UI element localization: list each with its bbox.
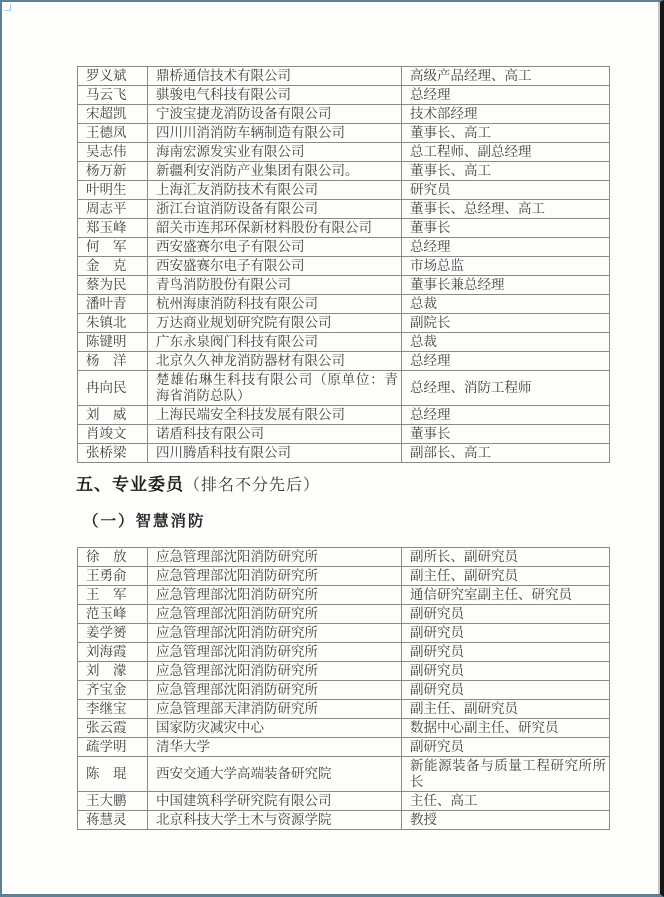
job-title-cell: 副研究员 [402,681,610,700]
job-title-cell: 总经理、消防工程师 [402,371,610,406]
table-row [78,811,610,830]
organization-cell: 广东永泉阀门科技有限公司 [148,333,402,352]
job-title-cell: 新能源装备与质量工程研究所所长 [402,757,610,792]
member-name-cell: 杨 洋 [78,352,148,371]
job-title-cell: 总裁 [402,295,610,314]
member-name-cell: 肖竣文 [78,425,148,444]
organization-cell: 海南宏源发实业有限公司 [148,143,402,162]
section-heading-note: （排名不分先后） [184,477,321,494]
table-row [78,352,610,371]
section-heading [76,473,320,498]
organization-cell: 四川腾盾科技有限公司 [148,444,402,463]
member-name-cell: 潘叶青 [78,295,148,314]
organization-cell: 应急管理部沈阳消防研究所 [148,567,402,586]
organization-cell: 骐骏电气科技有限公司 [148,86,402,105]
job-title-cell: 董事长、总经理、高工 [402,200,610,219]
member-name-cell: 张云霞 [78,719,148,738]
job-title-cell: 总经理 [402,406,610,425]
organization-cell: 宁波宝捷龙消防设备有限公司 [148,105,402,124]
member-name-cell: 王 军 [78,586,148,605]
organization-cell: 应急管理部沈阳消防研究所 [148,643,402,662]
member-name-cell: 姜学赟 [78,624,148,643]
table-row [78,643,610,662]
member-name-cell: 陈 琨 [78,757,148,792]
table-row [78,333,610,352]
organization-cell: 西安盛赛尔电子有限公司 [148,257,402,276]
table-row [78,738,610,757]
table-row [78,586,610,605]
organization-cell: 韶关市连邦环保新材料股份有限公司 [148,219,402,238]
table-row [78,162,610,181]
table-row [78,792,610,811]
member-name-cell: 徐 放 [78,548,148,567]
job-title-cell: 总工程师、副总经理 [402,143,610,162]
job-title-cell: 高级产品经理、高工 [402,67,610,86]
member-name-cell: 罗义斌 [78,67,148,86]
member-name-cell: 马云飞 [78,86,148,105]
table-row [78,662,610,681]
member-name-cell: 王德凤 [78,124,148,143]
organization-cell: 四川川消消防车辆制造有限公司 [148,124,402,143]
member-name-cell: 李继宝 [78,700,148,719]
organization-cell: 应急管理部天津消防研究所 [148,700,402,719]
subsection-heading: （一）智慧消防 [83,513,206,530]
organization-cell: 应急管理部沈阳消防研究所 [148,624,402,643]
member-name-cell: 朱镇北 [78,314,148,333]
table-row [78,238,610,257]
member-name-cell: 疏学明 [78,738,148,757]
organization-cell: 上海民端安全科技发展有限公司 [148,406,402,425]
member-name-cell: 张桥梁 [78,444,148,463]
smart-fire-table-body [78,548,610,830]
job-title-cell: 董事长、高工 [402,124,610,143]
organization-cell: 应急管理部沈阳消防研究所 [148,548,402,567]
member-name-cell: 刘 濛 [78,662,148,681]
job-title-cell: 总经理 [402,238,610,257]
organization-cell: 青鸟消防股份有限公司 [148,276,402,295]
table-row [78,719,610,738]
organization-cell: 国家防灾减灾中心 [148,719,402,738]
job-title-cell: 副研究员 [402,624,610,643]
organization-cell: 诺盾科技有限公司 [148,425,402,444]
table-row [78,181,610,200]
member-name-cell: 齐宝金 [78,681,148,700]
table-row [78,406,610,425]
organization-cell: 上海汇友消防技术有限公司 [148,181,402,200]
table-row [78,700,610,719]
member-name-cell: 金 克 [78,257,148,276]
table-row [78,143,610,162]
organization-cell: 应急管理部沈阳消防研究所 [148,586,402,605]
organization-cell: 应急管理部沈阳消防研究所 [148,662,402,681]
table-row [78,548,610,567]
member-name-cell: 郑玉峰 [78,219,148,238]
members-table [77,66,610,463]
organization-cell: 西安交通大学高端装备研究院 [148,757,402,792]
organization-cell: 万达商业规划研究院有限公司 [148,314,402,333]
member-name-cell: 刘海霞 [78,643,148,662]
member-name-cell: 蔡为民 [78,276,148,295]
organization-cell: 新疆利安消防产业集团有限公司。 [148,162,402,181]
member-name-cell: 吴志伟 [78,143,148,162]
member-name-cell: 蒋慧灵 [78,811,148,830]
job-title-cell: 董事长兼总经理 [402,276,610,295]
job-title-cell: 董事长 [402,425,610,444]
job-title-cell: 主任、高工 [402,792,610,811]
job-title-cell: 数据中心副主任、研究员 [402,719,610,738]
table-row [78,757,610,792]
member-name-cell: 陈键明 [78,333,148,352]
members-table-body [78,67,610,463]
member-name-cell: 周志平 [78,200,148,219]
job-title-cell: 总裁 [402,333,610,352]
job-title-cell: 副研究员 [402,738,610,757]
organization-cell: 清华大学 [148,738,402,757]
job-title-cell: 副研究员 [402,662,610,681]
member-name-cell: 王大鹏 [78,792,148,811]
table-row [78,86,610,105]
table-row [78,67,610,86]
member-name-cell: 叶明生 [78,181,148,200]
job-title-cell: 总经理 [402,352,610,371]
job-title-cell: 副院长 [402,314,610,333]
organization-cell: 楚雄佑琳生科技有限公司（原单位：青海省消防总队） [148,371,402,406]
organization-cell: 西安盛赛尔电子有限公司 [148,238,402,257]
section-heading-title: 五、专业委员 [76,475,184,494]
organization-cell: 北京久久神龙消防器材有限公司 [148,352,402,371]
organization-cell: 应急管理部沈阳消防研究所 [148,681,402,700]
table-row [78,257,610,276]
member-name-cell: 杨万新 [78,162,148,181]
organization-cell: 鼎桥通信技术有限公司 [148,67,402,86]
job-title-cell: 副所长、副研究员 [402,548,610,567]
job-title-cell: 副研究员 [402,605,610,624]
smart-fire-table [77,547,610,830]
table-row [78,681,610,700]
table-row [78,425,610,444]
organization-cell: 浙江台谊消防设备有限公司 [148,200,402,219]
organization-cell: 杭州海康消防科技有限公司 [148,295,402,314]
table-row [78,371,610,406]
table-row [78,624,610,643]
job-title-cell: 董事长 [402,219,610,238]
table-row [78,314,610,333]
job-title-cell: 教授 [402,811,610,830]
organization-cell: 应急管理部沈阳消防研究所 [148,605,402,624]
job-title-cell: 总经理 [402,86,610,105]
member-name-cell: 宋超凯 [78,105,148,124]
table-row [78,276,610,295]
table-row [78,295,610,314]
job-title-cell: 通信研究室副主任、研究员 [402,586,610,605]
table-row [78,124,610,143]
member-name-cell: 何 军 [78,238,148,257]
page-edge-shadow [658,2,660,894]
table-row [78,200,610,219]
job-title-cell: 董事长、高工 [402,162,610,181]
organization-cell: 北京科技大学土木与资源学院 [148,811,402,830]
job-title-cell: 副部长、高工 [402,444,610,463]
table-row [78,105,610,124]
job-title-cell: 研究员 [402,181,610,200]
page-corner-mark [4,4,11,11]
member-name-cell: 王勇俞 [78,567,148,586]
job-title-cell: 市场总监 [402,257,610,276]
member-name-cell: 冉向民 [78,371,148,406]
organization-cell: 中国建筑科学研究院有限公司 [148,792,402,811]
job-title-cell: 技术部经理 [402,105,610,124]
table-row [78,444,610,463]
job-title-cell: 副主任、副研究员 [402,567,610,586]
member-name-cell: 刘 威 [78,406,148,425]
table-row [78,219,610,238]
table-row [78,567,610,586]
table-row [78,605,610,624]
job-title-cell: 副主任、副研究员 [402,700,610,719]
job-title-cell: 副研究员 [402,643,610,662]
member-name-cell: 范玉峰 [78,605,148,624]
